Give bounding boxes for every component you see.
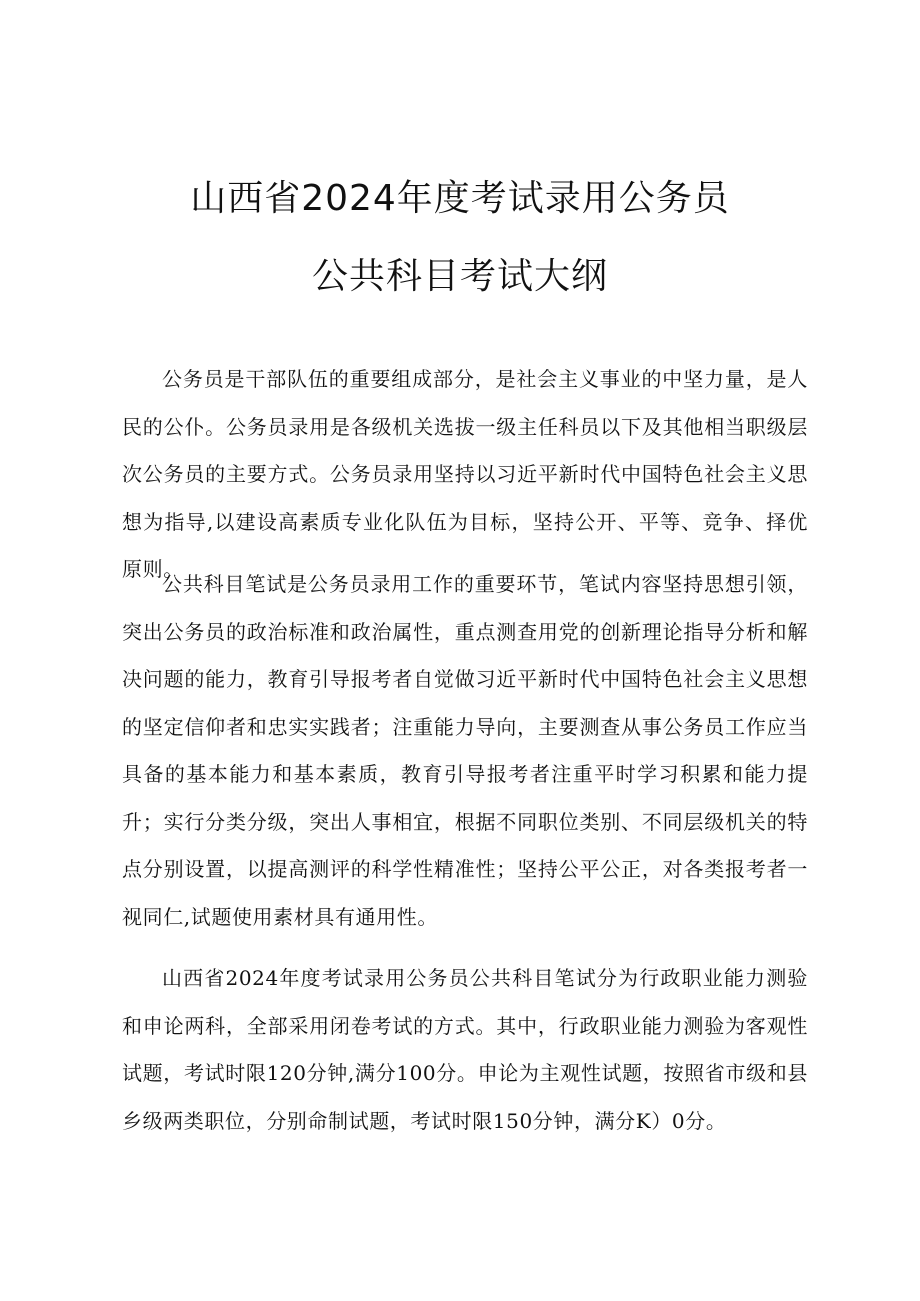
- paragraph-intro: 公务员是干部队伍的重要组成部分，是社会主义事业的中坚力量，是人民的公仆。公务员录用是各级机关选拔一级主任科员以下及其他相当职级层次公务员的主要方式。公务员录用坚持以习近平新时代中国特色社会主义思想为指导,以建设高素质专业化队伍为目标，坚持公开、平等、竞争、择优原则。: [122, 367, 808, 581]
- paragraph-exam-format: 山西省2024年度考试录用公务员公共科目笔试分为行政职业能力测验和申论两科，全部采用闭卷考试的方式。其中，行政职业能力测验为客观性试题，考试时限120分钟,满分100分。申论为主观性试题，按照省市级和县乡级两类职位，分别命制试题，考试时限150分钟，满分K）0分。: [122, 966, 808, 1133]
- document-title-line-2: 公共科目考试大纲: [311, 256, 608, 297]
- paragraph-written-exam: 公共科目笔试是公务员录用工作的重要环节，笔试内容坚持思想引领，突出公务员的政治标准和政治属性，重点测查用党的创新理论指导分析和解决问题的能力，教育引导报考者自觉做习近平新时代中国特色社会主义思想的坚定信仰者和忠实实践者；注重能力导向，主要测查从事公务员工作应当具备的基本能力和基本素质，教育引导报考者注重平时学习积累和能力提升；实行分类分级，突出人事相宜，根据不同职位类别、不同层级机关的特点分别设置，以提高测评的科学性精准性；坚持公平公正，对各类报考者一视同仁,试题使用素材具有通用性。: [122, 572, 808, 929]
- document-title-line-1: 山西省2024年度考试录用公务员: [190, 178, 730, 219]
